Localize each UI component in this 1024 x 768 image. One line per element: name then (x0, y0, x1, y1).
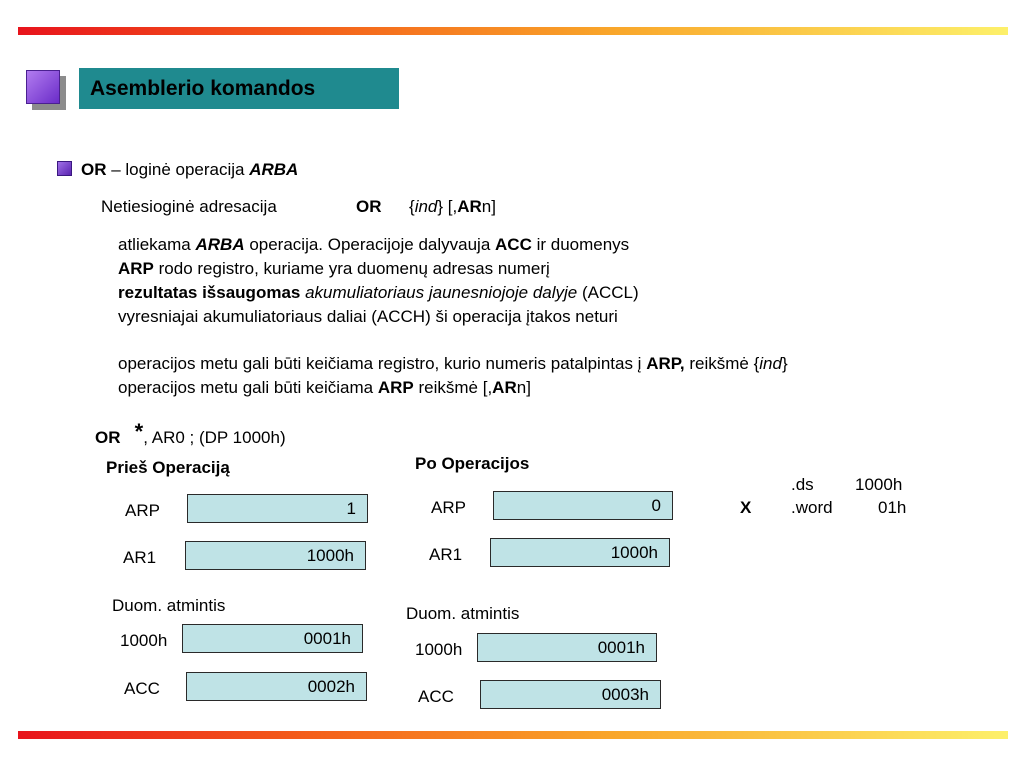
after-acc-register: 0003h (480, 680, 661, 709)
after-arp-register: 0 (493, 491, 673, 520)
before-ar1-label: AR1 (123, 548, 157, 567)
title-square-icon (26, 70, 60, 104)
example-instruction: OR *, AR0 ; (DP 1000h) (95, 419, 286, 447)
before-mem-label: 1000h (120, 631, 168, 650)
after-heading: Po Operacijos (415, 454, 530, 473)
after-mem-heading: Duom. atmintis (406, 604, 520, 623)
bottom-gradient-bar (18, 731, 1008, 739)
ds-directive: .ds (791, 475, 814, 494)
ds-value: 1000h (855, 475, 903, 494)
after-ar1-register: 1000h (490, 538, 670, 567)
before-mem-cell: 0001h (182, 624, 363, 653)
after-acc-label: ACC (418, 687, 454, 706)
word-directive: .word (791, 498, 833, 517)
after-mem-label: 1000h (415, 640, 463, 659)
addressing-syntax: {ind} [,ARn] (409, 197, 496, 216)
before-arp-register: 1 (187, 494, 368, 523)
desc-line-4: vyresniajai akumuliatoriaus daliai (ACCH) ši operacija įtakos neturi (118, 307, 618, 326)
after-mem-cell: 0001h (477, 633, 657, 662)
before-acc-label: ACC (124, 679, 160, 698)
desc-line-1: atliekama ARBA operacija. Operacijoje dalyvauja ACC ir duomenys (118, 235, 630, 254)
before-arp-label: ARP (125, 501, 160, 520)
word-value: 01h (878, 498, 907, 517)
after-arp-label: ARP (431, 498, 466, 517)
after-ar1-label: AR1 (429, 545, 463, 564)
desc-line-6: operacijos metu gali būti keičiama ARP reikšmė [,ARn] (118, 378, 531, 397)
addressing-op: OR (356, 197, 382, 216)
before-ar1-register: 1000h (185, 541, 366, 570)
desc-line-3: rezultatas išsaugomas akumuliatoriaus jaunesniojoje dalyje (ACCL) (118, 283, 639, 302)
bullet-square-icon (57, 161, 72, 176)
before-acc-register: 0002h (186, 672, 367, 701)
addressing-label: Netiesioginė adresacija (101, 197, 277, 216)
data-label-x: X (740, 498, 752, 517)
desc-line-5: operacijos metu gali būti keičiama registro, kurio numeris patalpintas į ARP, reikšmė {ind} (118, 354, 788, 373)
desc-line-2: ARP rodo registro, kuriame yra duomenų adresas numerį (118, 259, 550, 278)
slide-title: Asemblerio komandos (79, 68, 399, 109)
bullet-heading: OR – loginė operacija ARBA (81, 160, 299, 179)
before-heading: Prieš Operaciją (106, 458, 230, 477)
before-mem-heading: Duom. atmintis (112, 596, 226, 615)
top-gradient-bar (18, 27, 1008, 35)
